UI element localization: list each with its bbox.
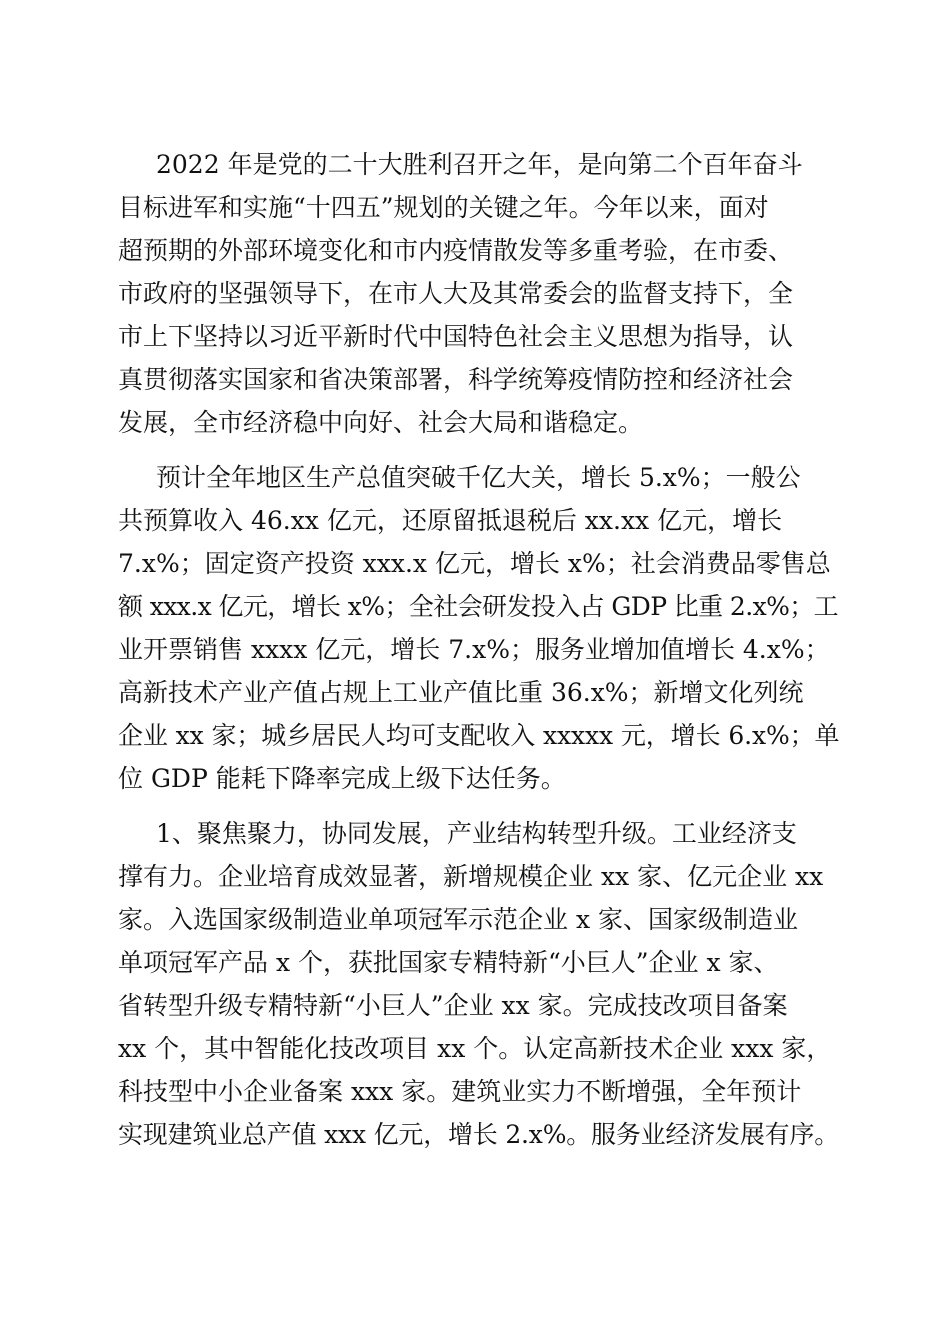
- paragraph-line: 7.x%；固定资产投资 xxx.x 亿元，增长 x%；社会消费品零售总: [118, 549, 831, 578]
- paragraph-line: 实现建筑业总产值 xxx 亿元，增长 2.x%。服务业经济发展有序。: [118, 1120, 840, 1149]
- paragraph-line: 省转型升级专精特新“小巨人”企业 xx 家。完成技改项目备案: [118, 991, 788, 1020]
- paragraph-line: 科技型中小企业备案 xxx 家。建筑业实力不断增强，全年预计: [118, 1077, 802, 1106]
- paragraph-line: 市政府的坚强领导下，在市人大及其常委会的监督支持下，全: [118, 279, 794, 308]
- paragraph-line: 发展，全市经济稳中向好、社会大局和谐稳定。: [118, 408, 644, 437]
- paragraph-intro: [118, 143, 838, 444]
- paragraph-line: xx 个，其中智能化技改项目 xx 个。认定高新技术企业 xxx 家，: [118, 1034, 832, 1063]
- paragraph-line: 市上下坚持以习近平新时代中国特色社会主义思想为指导，认: [118, 322, 794, 351]
- paragraph-line: 2022 年是党的二十大胜利召开之年，是向第二个百年奋斗: [156, 150, 803, 179]
- paragraph-industry: [118, 812, 838, 1156]
- paragraph-line: 撑有力。企业培育成效显著，新增规模企业 xx 家、亿元企业 xx: [118, 862, 824, 891]
- paragraph-line: 真贯彻落实国家和省决策部署，科学统筹疫情防控和经济社会: [118, 365, 794, 394]
- paragraph-line: 额 xxx.x 亿元，增长 x%；全社会研发投入占 GDP 比重 2.x%；工: [118, 592, 839, 621]
- paragraph-line: 共预算收入 46.xx 亿元，还原留抵退税后 xx.xx 亿元，增长: [118, 506, 783, 535]
- paragraph-line: 位 GDP 能耗下降率完成上级下达任务。: [118, 764, 566, 793]
- paragraph-line: 家。入选国家级制造业单项冠军示范企业 x 家、国家级制造业: [118, 905, 798, 934]
- paragraph-line: 预计全年地区生产总值突破千亿大关，增长 5.x%；一般公: [156, 463, 801, 492]
- paragraph-line: 超预期的外部环境变化和市内疫情散发等多重考验，在市委、: [118, 236, 794, 265]
- paragraph-line: 高新技术产业产值占规上工业产值比重 36.x%；新增文化列统: [118, 678, 804, 707]
- paragraph-line: 目标进军和实施“十四五”规划的关键之年。今年以来，面对: [118, 193, 769, 222]
- paragraph-line: 单项冠军产品 x 个，获批国家专精特新“小巨人”企业 x 家、: [118, 948, 779, 977]
- paragraph-line: 1、聚焦聚力，协同发展，产业结构转型升级。工业经济支: [156, 819, 797, 848]
- paragraph-indicators: [118, 456, 838, 800]
- paragraph-line: 企业 xx 家；城乡居民人均可支配收入 xxxxx 元，增长 6.x%；单: [118, 721, 840, 750]
- paragraph-line: 业开票销售 xxxx 亿元，增长 7.x%；服务业增加值增长 4.x%；: [118, 635, 830, 664]
